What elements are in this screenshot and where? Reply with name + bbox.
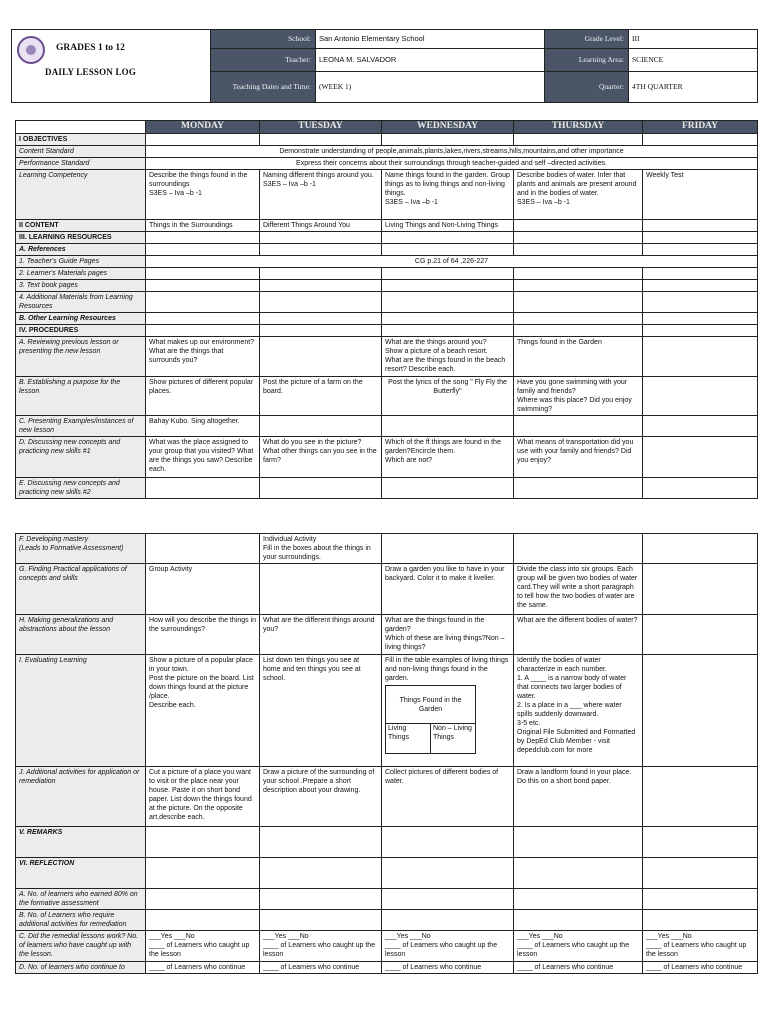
- garden-table-living: Living Things: [386, 724, 431, 754]
- procedure-b-tuesday: Post the picture of a farm on the board.: [260, 377, 382, 416]
- procedure-c-label: C. Presenting Examples/instances of new lesson: [16, 416, 146, 437]
- content-tuesday: Different Things Around You: [260, 220, 382, 232]
- day-header-wednesday: WEDNESDAY: [382, 121, 514, 134]
- content-label: II CONTENT: [16, 220, 146, 232]
- grade-level-value: III: [629, 30, 758, 49]
- lesson-table-part1: [15, 120, 758, 499]
- quarter-value: 4TH QUARTER: [629, 71, 758, 102]
- competency-monday: Describe the things found in the surroundings S3ES – Iva –b -1: [146, 170, 260, 220]
- procedure-j-tuesday: Draw a picture of the surrounding of your school .Prepare a short description about your drawing.: [260, 767, 382, 827]
- procedure-f-thursday: [514, 534, 643, 564]
- procedure-j-wednesday: Collect pictures of different bodies of water.: [382, 767, 514, 827]
- day-header-friday: FRIDAY: [643, 121, 758, 134]
- other-resources-label: B. Other Learning Resources: [16, 313, 146, 325]
- grade-level-label: Grade Level:: [545, 30, 629, 49]
- competency-wednesday: Name things found in the garden. Group things as to living things and non-living things. S3ES – Iva –b -1: [382, 170, 514, 220]
- procedure-i-monday: Show a picture of a popular place in your town. Post the picture on the board. List down things found at the picture /place. Describe each.: [146, 655, 260, 767]
- procedure-a-label: A. Reviewing previous lesson or presenting the new lesson: [16, 337, 146, 377]
- reflection-c-label: C. Did the remedial lessons work? No. of learners who have caught up with the lesson.: [16, 931, 146, 962]
- school-label: School:: [211, 30, 316, 49]
- procedure-d-thursday: What means of transportation did you use with your family and friends? Did you enjoy?: [514, 437, 643, 478]
- procedure-h-label: H. Making generalizations and abstractions about the lesson: [16, 615, 146, 655]
- procedure-j-monday: Cut a picture of a place you want to visit or the place near your house. Paste it on short bond paper. List down the things found at the picture. On the opposite art,describe each.: [146, 767, 260, 827]
- reflection-c-wednesday: ___Yes ___No ____ of Learners who caught up the lesson: [382, 931, 514, 962]
- garden-table-head: Things Found in the Garden: [386, 686, 476, 724]
- reflection-d-thursday: ____ of Learners who continue: [514, 962, 643, 974]
- procedure-g-wednesday: Draw a garden you like to have in your backyard. Color it to make it livelier.: [382, 564, 514, 615]
- procedure-f-friday: [643, 534, 758, 564]
- reflection-d-tuesday: ____ of Learners who continue: [260, 962, 382, 974]
- procedure-i-friday: [643, 655, 758, 767]
- school-value: San Antonio Elementary School: [316, 30, 545, 49]
- day-header-monday: MONDAY: [146, 121, 260, 134]
- teachers-guide-label: 1. Teacher's Guide Pages: [16, 256, 146, 268]
- learning-resources-label: III. LEARNING RESOURCES: [16, 232, 146, 244]
- procedure-f-label: F. Developing mastery (Leads to Formative Assessment): [16, 534, 146, 564]
- quarter-label: Quarter:: [545, 71, 629, 102]
- learning-area-value: SCIENCE: [629, 48, 758, 71]
- procedure-a-monday: What makes up our environment? What are the things that surrounds you?: [146, 337, 260, 377]
- learners-materials-label: 2. Learner's Materials pages: [16, 268, 146, 280]
- teacher-value: LEONA M. SALVADOR: [316, 48, 545, 71]
- procedure-f-monday: [146, 534, 260, 564]
- procedure-g-tuesday: [260, 564, 382, 615]
- reflection-d-label: D. No. of learners who continue to: [16, 962, 146, 974]
- content-wednesday: Living Things and Non-Living Things: [382, 220, 514, 232]
- reflection-b-label: B. No. of Learners who require additional activities for remediation: [16, 910, 146, 931]
- procedure-c-monday: Bahay Kubo. Sing altogether.: [146, 416, 260, 437]
- content-friday: [643, 220, 758, 232]
- procedure-i-thursday: Identify the bodies of water characterize in each number. 1. A ____ is a narrow body of water that connects two larger bodies of water. 2. Is a place in a ___ where water spills suddenly downward. 3-5 etc. Original File Submitted and Formatted by DepEd Club Member - visit depedclub.com for more: [514, 655, 643, 767]
- objectives-label: I OBJECTIVES: [16, 134, 146, 146]
- procedure-f-tuesday: Individual Activity Fill in the boxes about the things in your surroundings.: [260, 534, 382, 564]
- reflection-c-tuesday: ___Yes ___No ____ of Learners who caught up the lesson: [260, 931, 382, 962]
- procedure-a-thursday: Things found in the Garden: [514, 337, 643, 377]
- procedure-g-friday: [643, 564, 758, 615]
- teachers-guide-value: CG p.21 of 64 ,226-227: [146, 256, 758, 268]
- procedure-b-thursday: Have you gone swimming with your family and friends? Where was this place? Did you enjoy swimming?: [514, 377, 643, 416]
- procedure-c-friday: [643, 416, 758, 437]
- content-standard-label: Content Standard: [16, 146, 146, 158]
- reflection-d-monday: ____ of Learners who continue: [146, 962, 260, 974]
- procedure-a-friday: [643, 337, 758, 377]
- procedure-d-label: D. Discussing new concepts and practicing new skills #1: [16, 437, 146, 478]
- procedure-b-monday: Show pictures of different popular places.: [146, 377, 260, 416]
- procedure-g-label: G. Finding Practical applications of concepts and skills: [16, 564, 146, 615]
- procedure-d-friday: [643, 437, 758, 478]
- header-logo-cell: [12, 30, 211, 103]
- procedure-g-monday: Group Activity: [146, 564, 260, 615]
- lesson-table-part2: [15, 533, 758, 974]
- reflection-c-monday: ___Yes ___No ____ of Learners who caught up the lesson: [146, 931, 260, 962]
- procedure-d-wednesday: Which of the ff.things are found in the garden?Encircle them. Which are not?: [382, 437, 514, 478]
- garden-fill-table: [385, 685, 476, 754]
- procedure-j-friday: [643, 767, 758, 827]
- textbook-pages-label: 3. Text book pages: [16, 280, 146, 292]
- procedure-b-friday: [643, 377, 758, 416]
- reflection-a-label: A. No. of learners who earned 80% on the formative assessment: [16, 889, 146, 910]
- procedure-d-tuesday: What do you see in the picture? What other things can you see in the farm?: [260, 437, 382, 478]
- procedure-c-wednesday: [382, 416, 514, 437]
- competency-friday: Weekly Test: [643, 170, 758, 220]
- procedure-c-thursday: [514, 416, 643, 437]
- procedure-a-wednesday: What are the things around you? Show a picture of a beach resort. What are the things found in the beach resort? Describe each.: [382, 337, 514, 377]
- competency-thursday: Describe bodies of water. Infer that plants and animals are present around and in the bodies of water. S3ES – Iva –b -1: [514, 170, 643, 220]
- teaching-dates-value: (WEEK 1): [316, 71, 545, 102]
- reflection-d-wednesday: ____ of Learners who continue: [382, 962, 514, 974]
- competency-label: Learning Competency: [16, 170, 146, 220]
- competency-tuesday: Naming different things around you. S3ES – Iva –b -1: [260, 170, 382, 220]
- references-label: A. References: [16, 244, 146, 256]
- procedure-b-label: B. Establishing a purpose for the lesson: [16, 377, 146, 416]
- procedure-a-tuesday: [260, 337, 382, 377]
- procedures-label: IV. PROCEDURES: [16, 325, 146, 337]
- procedure-h-friday: [643, 615, 758, 655]
- procedure-h-monday: How will you describe the things in the surroundings?: [146, 615, 260, 655]
- content-monday: Things in the Surroundings: [146, 220, 260, 232]
- procedure-j-thursday: Draw a landform found in your place. Do this on a short bond paper.: [514, 767, 643, 827]
- procedure-i-tuesday: List down ten things you see at home and ten things you see at school.: [260, 655, 382, 767]
- additional-materials-label: 4. Additional Materials from Learning Resources: [16, 292, 146, 313]
- title-grades: GRADES 1 to 12: [56, 43, 125, 53]
- procedure-b-wednesday: Post the lyrics of the song " Fly Fly the Butterfly": [382, 377, 514, 416]
- garden-table-nonliving: Non – Living Things: [431, 724, 476, 754]
- procedure-g-thursday: Divide the class into six groups. Each group will be given two bodies of water card.They will write a short paragraph to tell how the two bodies of water are the same.: [514, 564, 643, 615]
- performance-standard-label: Performance Standard: [16, 158, 146, 170]
- reflection-label: VI. REFLECTION: [16, 858, 146, 889]
- content-thursday: [514, 220, 643, 232]
- day-header-thursday: THURSDAY: [514, 121, 643, 134]
- procedure-f-wednesday: [382, 534, 514, 564]
- procedure-h-wednesday: What are the things found in the garden? Which of these are living things?Non –living things?: [382, 615, 514, 655]
- day-header-blank: [16, 121, 146, 134]
- procedure-c-tuesday: [260, 416, 382, 437]
- procedure-i-label: I. Evaluating Learning: [16, 655, 146, 767]
- title-daily-lesson-log: DAILY LESSON LOG: [45, 67, 137, 77]
- teaching-dates-label: Teaching Dates and Time:: [211, 71, 316, 102]
- procedure-e-label: E. Discussing new concepts and practicing new skills #2: [16, 478, 146, 499]
- learning-area-label: Learning Area:: [545, 48, 629, 71]
- reflection-c-thursday: ___Yes ___No ____ of Learners who caught up the lesson: [514, 931, 643, 962]
- deped-seal-icon: [17, 36, 45, 64]
- procedure-i-wednesday: Fill in the table examples of living things and non-living things found in the garden.: [385, 657, 509, 682]
- procedure-d-monday: What was the place assigned to your group that you visited? What are the things you saw? Describe each.: [146, 437, 260, 478]
- reflection-c-friday: ___Yes ___No ____ of Learners who caught up the lesson: [643, 931, 758, 962]
- procedure-i-wednesday-cell: [382, 655, 514, 767]
- content-standard-value: Demonstrate understanding of people,animals,plants,lakes,rivers,streams,hills,mountains,and other importance: [146, 146, 758, 158]
- reflection-d-friday: ____ of Learners who continue: [643, 962, 758, 974]
- day-header-tuesday: TUESDAY: [260, 121, 382, 134]
- procedure-j-label: J. Additional activities for application or remediation: [16, 767, 146, 827]
- performance-standard-value: Express their concerns about their surroundings through teacher-guided and self –directed activities.: [146, 158, 758, 170]
- header-table: [11, 29, 758, 103]
- procedure-h-tuesday: What are the different things around you?: [260, 615, 382, 655]
- remarks-label: V. REMARKS: [16, 827, 146, 858]
- procedure-h-thursday: What are the different bodies of water?: [514, 615, 643, 655]
- teacher-label: Teacher:: [211, 48, 316, 71]
